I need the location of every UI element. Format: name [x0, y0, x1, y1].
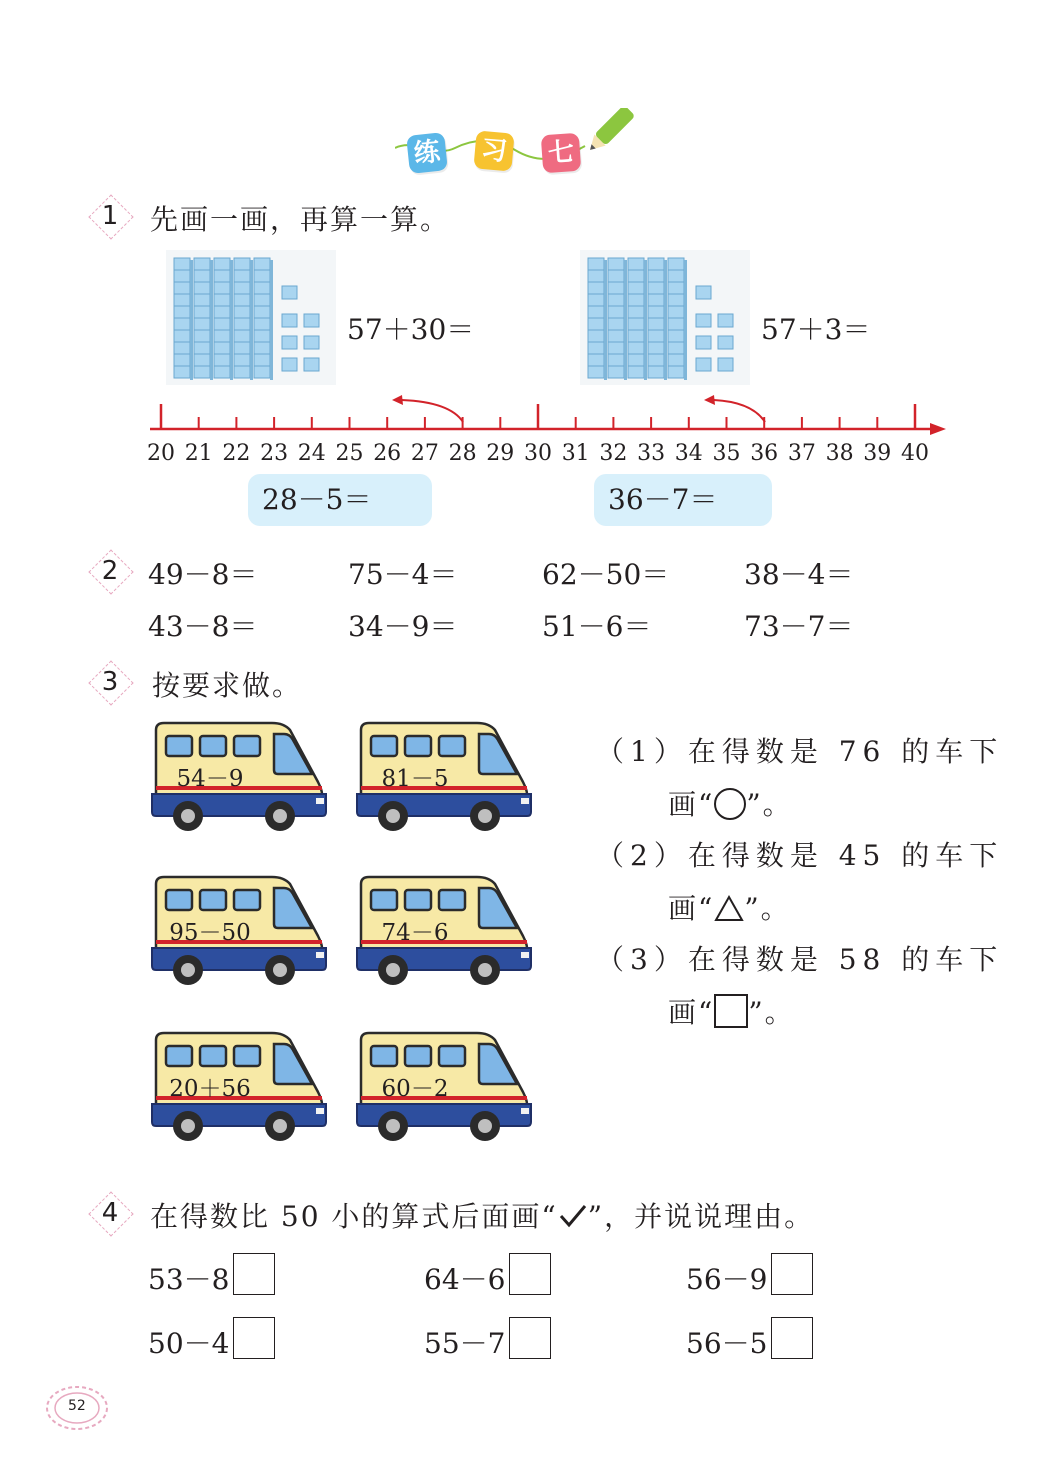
tick-label: 30	[524, 441, 552, 466]
q2-eq: 75－4＝	[348, 558, 458, 591]
bus-5	[150, 1030, 330, 1142]
tick-label: 26	[373, 441, 402, 466]
q4-answer-box[interactable]	[233, 1253, 275, 1295]
page-number: 52	[68, 1398, 86, 1414]
triangle-shape-icon	[714, 894, 744, 922]
one-cube	[304, 314, 319, 327]
bus-label: 54－9	[176, 766, 244, 792]
one-cube	[696, 358, 711, 371]
q2-eq: 34－9＝	[348, 610, 458, 643]
ten-rod	[608, 258, 627, 380]
q2-eq: 62－50＝	[542, 558, 670, 591]
question-number-4: 4	[87, 1190, 133, 1236]
q2-eq: 43－8＝	[148, 610, 258, 643]
q4-answer-box[interactable]	[509, 1253, 551, 1295]
q4-expr: 50－4	[148, 1327, 230, 1360]
tick-label: 29	[486, 441, 515, 466]
ten-rod	[648, 258, 667, 380]
one-cube	[718, 336, 733, 349]
arrow-jump-right	[714, 400, 765, 422]
bus-3	[150, 874, 330, 986]
circle-shape-icon	[714, 788, 746, 820]
question-1-text: 先画一画，再算一算。	[150, 203, 451, 236]
ten-rod	[668, 258, 687, 380]
q4-answer-box[interactable]	[771, 1317, 813, 1359]
tick-label: 28	[448, 441, 477, 466]
q4-answer-box[interactable]	[771, 1253, 813, 1295]
ten-rod	[214, 258, 233, 380]
instruction-1-line2: 画“ ”。	[668, 788, 793, 821]
tick-label: 33	[637, 441, 666, 466]
title-char-3: 七	[541, 133, 582, 174]
tick-label: 25	[335, 441, 364, 466]
answer-box-28-minus-5: 28－5＝	[248, 474, 432, 526]
bus-6	[355, 1030, 535, 1142]
tick-label: 36	[750, 441, 779, 466]
question-number-2: 2	[87, 548, 133, 594]
one-cube	[282, 358, 297, 371]
title-char-1: 练	[406, 132, 448, 174]
bus-4	[355, 874, 535, 986]
one-cube	[304, 358, 319, 371]
q2-eq: 38－4＝	[744, 558, 854, 591]
tick-label: 35	[712, 441, 741, 466]
q4-expr: 64－6	[424, 1263, 506, 1296]
ten-rod	[194, 258, 213, 380]
tick-label: 20	[147, 441, 175, 466]
one-cube	[696, 314, 711, 327]
q2-eq: 51－6＝	[542, 610, 652, 643]
ten-rod	[628, 258, 647, 380]
q4-answer-box[interactable]	[509, 1317, 551, 1359]
q2-eq: 73－7＝	[744, 610, 854, 643]
exercise-title	[395, 108, 655, 178]
pencil-icon	[584, 108, 635, 156]
instruction-3-line2: 画“ ”。	[668, 996, 795, 1029]
tick-label: 31	[561, 441, 590, 466]
tick-label: 23	[260, 441, 289, 466]
one-cube	[696, 286, 711, 299]
bus-label: 20＋56	[169, 1076, 251, 1102]
q4-expr: 55－7	[424, 1327, 506, 1360]
checkmark-icon	[558, 1203, 588, 1229]
bus-label: 81－5	[381, 766, 449, 792]
title-char-2: 习	[473, 130, 514, 171]
ten-rod	[174, 258, 193, 380]
question-number-3: 3	[87, 659, 133, 705]
bus-2	[355, 720, 535, 832]
one-cube	[718, 314, 733, 327]
arrow-jump-left	[402, 400, 463, 422]
question-4-text: 在得数比 50 小的算式后面画“ ”，并说说理由。	[150, 1200, 815, 1233]
tick-label: 24	[297, 441, 326, 466]
q4-expr: 53－8	[148, 1263, 230, 1296]
q4-answer-box[interactable]	[233, 1317, 275, 1359]
tick-label: 39	[863, 441, 892, 466]
number-line	[140, 390, 960, 470]
bus-label: 95－50	[169, 920, 251, 946]
one-cube	[282, 286, 297, 299]
tick-label: 37	[787, 441, 816, 466]
tick-label: 38	[825, 441, 854, 466]
q4-expr: 56－5	[686, 1327, 768, 1360]
instruction-3-line1: （3）在得数是 58 的车下	[596, 943, 1004, 976]
one-cube	[282, 314, 297, 327]
equation-57-plus-3: 57＋3＝	[761, 313, 871, 346]
ten-rod	[588, 258, 607, 380]
bus-label: 74－6	[381, 920, 449, 946]
tick-label: 27	[410, 441, 439, 466]
square-shape-icon	[714, 994, 748, 1028]
one-cube	[718, 358, 733, 371]
equation-57-plus-30: 57＋30＝	[347, 313, 475, 346]
one-cube	[282, 336, 297, 349]
one-cube	[696, 336, 711, 349]
tick-label: 22	[222, 441, 251, 466]
answer-box-36-minus-7: 36－7＝	[594, 474, 772, 526]
question-number-1: 1	[87, 193, 133, 239]
tick-label: 40	[901, 441, 929, 466]
instruction-2-line2: 画“ ”。	[668, 892, 791, 925]
place-value-blocks-right	[580, 250, 750, 385]
ten-rod	[234, 258, 253, 380]
ten-rod	[254, 258, 273, 380]
tick-label: 32	[599, 441, 628, 466]
q2-eq: 49－8＝	[148, 558, 258, 591]
tick-label: 34	[674, 441, 703, 466]
question-3-text: 按要求做。	[152, 669, 303, 702]
instruction-2-line1: （2）在得数是 45 的车下	[596, 839, 1004, 872]
place-value-blocks-left	[166, 250, 336, 385]
tick-label: 21	[184, 441, 213, 466]
instruction-1-line1: （1）在得数是 76 的车下	[596, 735, 1004, 768]
bus-1	[150, 720, 330, 832]
q4-expr: 56－9	[686, 1263, 768, 1296]
one-cube	[304, 336, 319, 349]
bus-label: 60－2	[381, 1076, 449, 1102]
